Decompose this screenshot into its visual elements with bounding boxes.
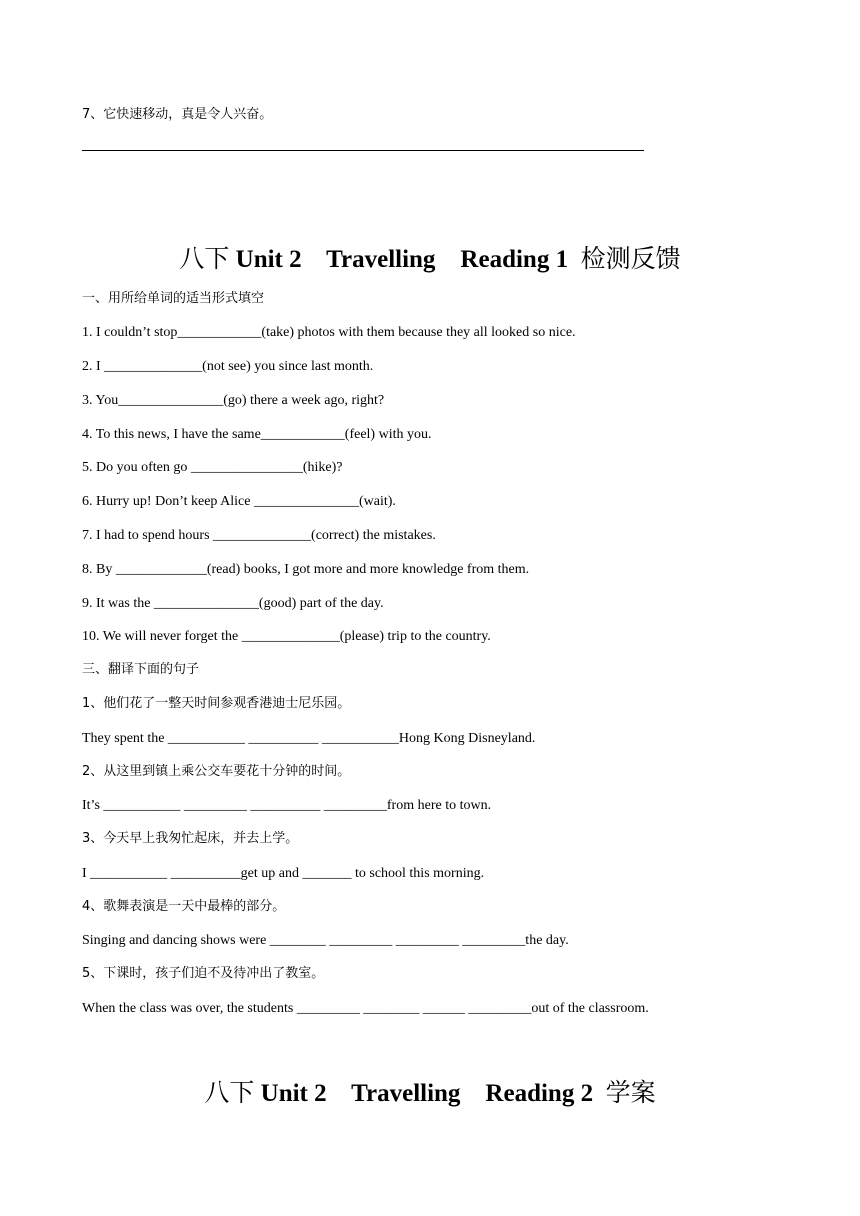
title-cn-prefix: 八下 <box>204 1078 255 1107</box>
translation-item-en: When the class was over, the students _________ ________ ______ _________out of the classroom. <box>82 1001 649 1016</box>
fill-item: 10. We will never forget the ______________(please) trip to the country. <box>82 629 491 644</box>
translation-item-cn: 2、从这里到镇上乘公交车要花十分钟的时间。 <box>82 764 351 779</box>
translation-item-en: I ___________ __________get up and _______ to school this morning. <box>82 866 485 881</box>
translation-item-cn: 4、歌舞表演是一天中最棒的部分。 <box>82 899 286 914</box>
translation-item-cn: 1、他们花了一整天时间参观香港迪士尼乐园。 <box>82 696 351 711</box>
answer-line <box>82 150 644 151</box>
part1-heading: 一、用所给单词的适当形式填空 <box>82 291 265 306</box>
fill-item: 1. I couldn’t stop____________(take) photos with them because they all looked so nice. <box>82 325 576 340</box>
section-title-reading-1 <box>0 244 860 275</box>
fill-item: 6. Hurry up! Don’t keep Alice _______________(wait). <box>82 494 396 509</box>
translation-item-en: Singing and dancing shows were ________ _________ _________ _________the day. <box>82 933 569 948</box>
top-translation-item: 7、它快速移动，真是令人兴奋。 <box>82 107 273 122</box>
section-title-reading-2 <box>0 1078 860 1109</box>
title-en: Unit 2 Travelling Reading 1 <box>229 246 581 273</box>
part3-heading: 三、翻译下面的句子 <box>82 662 200 677</box>
title-cn-suffix: 学案 <box>605 1078 656 1107</box>
fill-item: 3. You_______________(go) there a week ago, right? <box>82 393 385 408</box>
translation-item-en: They spent the ___________ __________ ___________Hong Kong Disneyland. <box>82 731 536 746</box>
fill-item: 8. By _____________(read) books, I got more and more knowledge from them. <box>82 562 530 577</box>
title-en: Unit 2 Travelling Reading 2 <box>254 1080 606 1107</box>
fill-item: 4. To this news, I have the same____________(feel) with you. <box>82 427 432 442</box>
translation-item-en: It’s ___________ _________ __________ _________from here to town. <box>82 798 492 813</box>
fill-item: 2. I ______________(not see) you since last month. <box>82 359 374 374</box>
translation-item-cn: 5、下课时，孩子们迫不及待冲出了教室。 <box>82 966 325 981</box>
fill-item: 5. Do you often go ________________(hike)? <box>82 460 343 475</box>
title-cn-suffix: 检测反馈 <box>580 244 681 273</box>
translation-item-cn: 3、今天早上我匆忙起床，并去上学。 <box>82 831 299 846</box>
title-cn-prefix: 八下 <box>179 244 230 273</box>
fill-item: 9. It was the _______________(good) part of the day. <box>82 596 384 611</box>
fill-item: 7. I had to spend hours ______________(correct) the mistakes. <box>82 528 436 543</box>
